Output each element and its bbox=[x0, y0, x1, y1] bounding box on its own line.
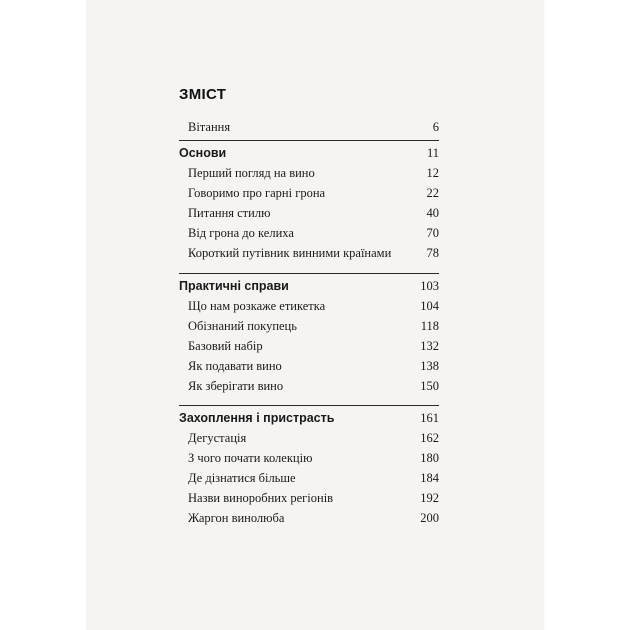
toc-entry-label: Що нам розкаже етикетка bbox=[188, 299, 326, 313]
toc-entry-page: 104 bbox=[420, 299, 439, 313]
toc-entry-page: 192 bbox=[420, 491, 439, 505]
section-divider bbox=[179, 273, 439, 274]
toc-entry-label: Обізнаний покупець bbox=[188, 319, 297, 333]
toc-entry bbox=[0, 379, 630, 397]
toc-entry bbox=[0, 319, 630, 337]
toc-entry-page: 6 bbox=[432, 120, 439, 134]
toc-entry bbox=[0, 246, 630, 264]
toc-section-title: Захоплення і пристрасть bbox=[179, 411, 335, 425]
toc-entry-page: 200 bbox=[420, 511, 439, 525]
toc-section-page: 103 bbox=[420, 279, 439, 293]
toc-entry-label: Питання стилю bbox=[188, 206, 271, 220]
toc-entry bbox=[0, 206, 630, 224]
toc-entry-page: 22 bbox=[426, 186, 439, 200]
toc-entry bbox=[0, 451, 630, 469]
toc-entry bbox=[0, 431, 630, 449]
toc-entry bbox=[0, 511, 630, 529]
toc-entry-page: 70 bbox=[426, 226, 439, 240]
toc-entry bbox=[0, 471, 630, 489]
toc-entry-label: Де дізнатися більше bbox=[188, 471, 296, 485]
toc-entry-label: Назви винoробних регіонів bbox=[188, 491, 334, 505]
toc-entry-page: 12 bbox=[426, 166, 439, 180]
section-divider bbox=[179, 140, 439, 141]
toc-section-heading bbox=[0, 146, 630, 164]
toc-entry-page: 162 bbox=[420, 431, 439, 445]
toc-entry bbox=[0, 359, 630, 377]
toc-entry-label: Базовий набір bbox=[188, 339, 263, 353]
toc-entry bbox=[0, 491, 630, 509]
toc-entry bbox=[0, 299, 630, 317]
toc-section-heading bbox=[0, 411, 630, 429]
toc-entry-label: Перший погляд на вино bbox=[188, 166, 315, 180]
toc-entry-label: Дегустація bbox=[188, 431, 247, 445]
section-divider bbox=[179, 405, 439, 406]
toc-entry-page: 180 bbox=[420, 451, 439, 465]
toc-entry-label: Говоримо про гарні грона bbox=[188, 186, 326, 200]
toc-entry bbox=[0, 226, 630, 244]
toc-entry-page: 184 bbox=[420, 471, 439, 485]
toc-entry-page: 40 bbox=[426, 206, 439, 220]
toc-entry-page: 150 bbox=[420, 379, 439, 393]
toc-entry-page: 132 bbox=[420, 339, 439, 353]
toc-entry-label: З чого почати колекцію bbox=[188, 451, 313, 465]
toc-entry-intro bbox=[0, 120, 630, 138]
toc-entry-page: 118 bbox=[420, 319, 439, 333]
toc-entry-page: 138 bbox=[420, 359, 439, 373]
toc-entry-label: Вітання bbox=[188, 120, 231, 134]
toc-entry-label: Короткий путівник винними країнами bbox=[188, 246, 392, 260]
toc-entry-page: 78 bbox=[426, 246, 439, 260]
toc-entry bbox=[0, 186, 630, 204]
toc-section-title: Практичні справи bbox=[179, 279, 289, 293]
toc-section-page: 11 bbox=[426, 146, 439, 160]
toc-entry-label: Як зберігати вино bbox=[188, 379, 284, 393]
toc-title: ЗМІСТ bbox=[179, 86, 227, 103]
toc-entry bbox=[0, 166, 630, 184]
toc-section-title: Основи bbox=[179, 146, 227, 160]
toc-section-page: 161 bbox=[420, 411, 439, 425]
toc-entry-label: Жаргон винолюба bbox=[188, 511, 285, 525]
toc-entry-label: Від грона до келиха bbox=[188, 226, 294, 240]
toc-entry-label: Як подавати вино bbox=[188, 359, 282, 373]
toc-section-heading bbox=[0, 279, 630, 297]
toc-entry bbox=[0, 339, 630, 357]
